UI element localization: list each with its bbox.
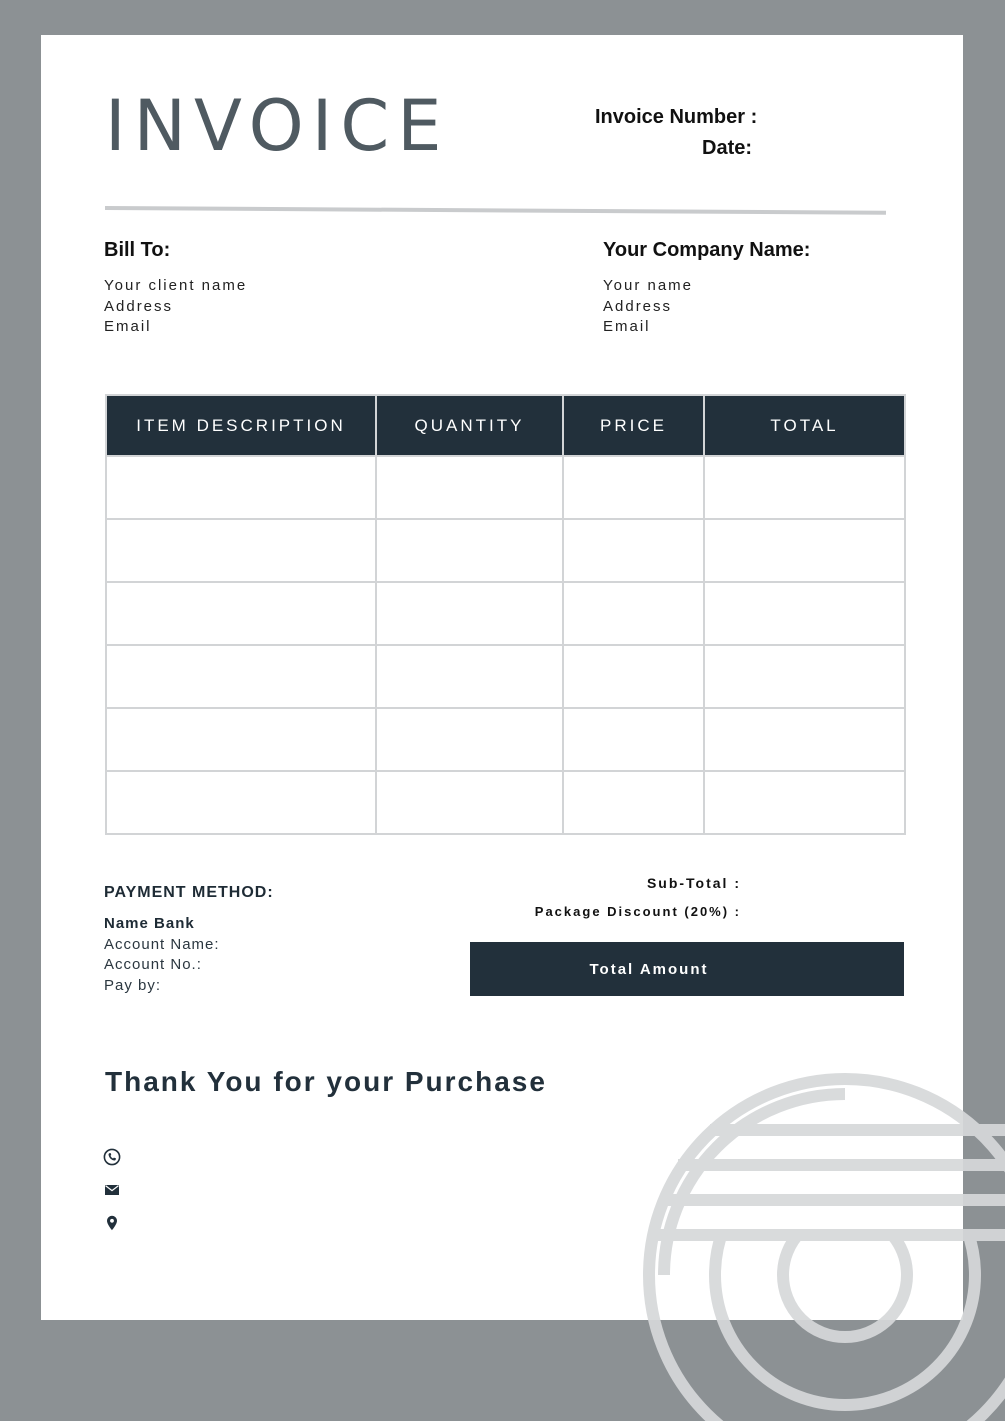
column-header-quantity: QUANTITY (376, 395, 563, 456)
bill-to-details (104, 276, 247, 338)
table-cell[interactable] (563, 708, 704, 771)
table-cell[interactable] (704, 645, 905, 708)
bank-name: Name Bank (104, 915, 195, 932)
table-row (106, 708, 905, 771)
payment-method-heading: PAYMENT METHOD: (104, 884, 274, 901)
table-cell[interactable] (106, 582, 376, 645)
bill-to-heading: Bill To: (104, 239, 171, 261)
table-cell[interactable] (106, 645, 376, 708)
table-cell[interactable] (376, 771, 563, 834)
table-cell[interactable] (563, 519, 704, 582)
decorative-rings-graphic (640, 1070, 1005, 1421)
table-row (106, 645, 905, 708)
table-row (106, 771, 905, 834)
header-divider (105, 206, 886, 215)
company-your-name: Your name (603, 277, 693, 294)
column-header-price: PRICE (563, 395, 704, 456)
table-row (106, 582, 905, 645)
total-amount-label: Total Amount (589, 960, 709, 978)
table-cell[interactable] (704, 519, 905, 582)
company-email: Email (603, 318, 651, 335)
discount-label: Package Discount (20%) : (534, 904, 741, 919)
column-header-total: TOTAL (704, 395, 905, 456)
table-cell[interactable] (376, 708, 563, 771)
table-row (106, 456, 905, 519)
table-cell[interactable] (704, 771, 905, 834)
table-cell[interactable] (563, 771, 704, 834)
bill-to-address: Address (104, 297, 174, 315)
total-amount-bar (470, 942, 904, 996)
invoice-title: INVOICE (105, 85, 450, 167)
table-cell[interactable] (376, 456, 563, 519)
table-cell[interactable] (563, 645, 704, 708)
payment-details (104, 914, 220, 996)
items-table (105, 394, 906, 835)
thank-you-message: Thank You for your Purchase (105, 1066, 547, 1097)
company-heading: Your Company Name: (603, 239, 811, 261)
pay-by-label: Pay by: (104, 976, 162, 994)
bill-to-email: Email (104, 318, 152, 335)
invoice-number-label: Invoice Number : (595, 106, 758, 128)
table-row (106, 519, 905, 582)
company-address: Address (603, 297, 673, 315)
bill-to-client-name: Your client name (104, 277, 248, 294)
table-cell[interactable] (563, 456, 704, 519)
mail-icon (103, 1181, 121, 1199)
table-cell[interactable] (376, 645, 563, 708)
table-cell[interactable] (106, 708, 376, 771)
company-details (603, 276, 693, 338)
table-cell[interactable] (106, 519, 376, 582)
table-cell[interactable] (106, 456, 376, 519)
date-label: Date: (702, 137, 753, 159)
table-cell[interactable] (704, 582, 905, 645)
table-cell[interactable] (376, 519, 563, 582)
table-cell[interactable] (704, 456, 905, 519)
column-header-item-description: ITEM DESCRIPTION (106, 395, 376, 456)
table-header-row (106, 395, 905, 456)
table-cell[interactable] (376, 582, 563, 645)
subtotal-label: Sub-Total : (646, 875, 741, 891)
location-pin-icon (103, 1214, 121, 1232)
account-name-label: Account Name: (104, 935, 220, 953)
table-cell[interactable] (563, 582, 704, 645)
account-number-label: Account No.: (104, 956, 202, 973)
table-cell[interactable] (704, 708, 905, 771)
table-cell[interactable] (106, 771, 376, 834)
phone-icon (103, 1148, 121, 1166)
